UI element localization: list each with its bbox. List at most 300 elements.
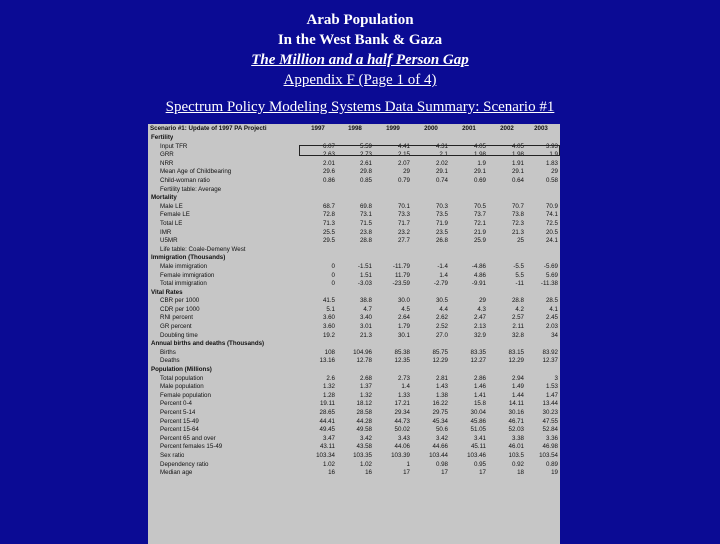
table-row — [148, 461, 560, 470]
row-label: Fertility table: Average — [160, 185, 222, 193]
table-cell: 1.4 — [439, 271, 448, 279]
table-cell: -2.79 — [433, 280, 448, 288]
table-cell: 2.62 — [435, 314, 448, 322]
table-cell: 104.96 — [353, 348, 372, 356]
table-cell: 18 — [517, 469, 524, 477]
table-cell: 29.8 — [359, 168, 372, 176]
row-label: U5MR — [160, 237, 178, 245]
table-cell: 44.73 — [394, 417, 410, 425]
table-cell: 73.1 — [359, 211, 372, 219]
table-cell: 21.3 — [359, 331, 372, 339]
row-label: Total LE — [160, 219, 183, 227]
table-cell: 5.5 — [515, 271, 524, 279]
row-label: Percent females 15-49 — [160, 443, 223, 451]
row-label: Total population — [160, 374, 204, 382]
table-cell: 44.28 — [356, 417, 372, 425]
table-cell: 30.23 — [542, 409, 558, 416]
table-cell: 1 — [406, 460, 410, 468]
table-cell: 1.9 — [549, 151, 558, 159]
table-cell: 21.9 — [473, 228, 486, 236]
table-cell: 2.52 — [435, 323, 448, 331]
table-cell: 28.58 — [356, 409, 372, 416]
table-cell: 1.37 — [359, 383, 372, 391]
table-cell: 2.13 — [473, 323, 486, 331]
table-cell: 12.78 — [356, 357, 372, 365]
section-row — [148, 134, 560, 143]
table-cell: 28.8 — [511, 297, 524, 305]
table-cell: 2.02 — [435, 159, 448, 167]
table-cell: 29.75 — [432, 409, 448, 416]
table-cell: 3.42 — [435, 434, 448, 442]
table-cell: -11.38 — [540, 280, 558, 288]
table-cell: 27.7 — [397, 237, 410, 245]
table-cell: 3.38 — [511, 434, 524, 442]
table-cell: 29.1 — [435, 168, 448, 176]
table-row — [148, 409, 560, 418]
table-cell: 46.71 — [508, 417, 524, 425]
table-cell: 3.42 — [359, 434, 372, 442]
row-label: Percent 0-4 — [160, 400, 192, 408]
table-cell: 70.3 — [435, 202, 448, 210]
table-cell: 0.86 — [322, 176, 335, 184]
row-label: RNI percent — [160, 314, 194, 322]
table-cell: 19.11 — [319, 400, 335, 408]
table-cell: 2.64 — [397, 314, 410, 322]
table-cell: 27.0 — [435, 331, 448, 339]
table-row — [148, 469, 560, 478]
table-cell: 3.47 — [322, 434, 335, 442]
subtitle: Spectrum Policy Modeling Systems Data Summary: Scenario #1 — [165, 99, 555, 115]
table-cell: -5.69 — [543, 262, 558, 270]
table-cell: 2.57 — [511, 314, 524, 322]
table-cell: 23.5 — [435, 228, 448, 236]
table-cell: 73.3 — [397, 211, 410, 219]
table-cell: 16 — [328, 469, 335, 477]
table-cell: 83.35 — [470, 348, 486, 356]
table-cell: 1.4 — [401, 383, 410, 391]
table-cell: 2.94 — [511, 374, 524, 382]
table-cell: 4.2 — [515, 305, 524, 313]
year-header: 2000 — [424, 125, 438, 132]
table-cell: 1.38 — [435, 391, 448, 399]
table-cell: 45.86 — [470, 417, 486, 425]
table-cell: 0.79 — [397, 176, 410, 184]
table-cell: 2.81 — [435, 374, 448, 382]
table-cell: 29.1 — [511, 168, 524, 176]
table-cell: 23.2 — [397, 228, 410, 236]
table-cell: 44.41 — [319, 417, 335, 425]
table-cell: 49.58 — [356, 426, 372, 434]
table-cell: 0 — [331, 262, 335, 270]
table-cell: 28.8 — [359, 237, 372, 245]
table-cell: 45.34 — [432, 417, 448, 425]
section-row — [148, 254, 560, 263]
row-label: GR percent — [160, 323, 192, 331]
table-cell: 103.46 — [467, 451, 486, 459]
table-cell: 3.43 — [397, 434, 410, 442]
table-cell: 1.41 — [473, 391, 486, 399]
table-cell: 17 — [479, 469, 486, 477]
table-cell: 4.86 — [473, 271, 486, 279]
table-cell: 30.16 — [508, 409, 524, 416]
table-row — [148, 392, 560, 401]
table-cell: 83.15 — [508, 348, 524, 356]
row-label: Life table: Coale-Demeny West — [160, 245, 246, 253]
table-cell: 3.40 — [359, 314, 372, 322]
note-row — [148, 246, 560, 255]
table-cell: 1.02 — [359, 460, 372, 468]
table-cell: 0.98 — [435, 460, 448, 468]
table-cell: 1.46 — [473, 383, 486, 391]
section-row — [148, 340, 560, 349]
table-cell: 1.91 — [511, 159, 524, 167]
table-cell: 47.55 — [542, 417, 558, 425]
row-label: Births — [160, 348, 176, 356]
row-label: Deaths — [160, 357, 180, 365]
title-line-4: Appendix F (Page 1 of 4) — [283, 72, 437, 88]
row-label: CBR per 1000 — [160, 297, 200, 305]
year-header: 2001 — [462, 125, 476, 132]
table-cell: 15.8 — [473, 400, 486, 408]
table-cell: 14.11 — [508, 400, 524, 408]
row-label: Dependency ratio — [160, 460, 209, 468]
table-row — [148, 357, 560, 366]
table-cell: 18.12 — [356, 400, 372, 408]
row-label: Sex ratio — [160, 451, 185, 459]
header-label: Scenario #1: Update of 1997 PA Projecti — [150, 125, 267, 132]
table-cell: 38.8 — [359, 297, 372, 305]
table-cell: 29.5 — [322, 237, 335, 245]
table-cell: 2.73 — [397, 374, 410, 382]
title-line-3: The Million and a half Person Gap — [251, 52, 469, 68]
table-row — [148, 349, 560, 358]
table-cell: 1.33 — [397, 391, 410, 399]
table-cell: 0.89 — [545, 460, 558, 468]
table-cell: 103.54 — [539, 451, 558, 459]
row-label: Mean Age of Childbearing — [160, 168, 232, 176]
table-cell: 0.69 — [473, 176, 486, 184]
table-cell: -11.79 — [392, 262, 410, 270]
table-cell: -5.5 — [513, 262, 524, 270]
table-cell: 0.85 — [359, 176, 372, 184]
row-label: Percent 65 and over — [160, 434, 216, 442]
year-header: 1997 — [311, 125, 325, 132]
table-cell: 12.29 — [508, 357, 524, 365]
table-cell: 1.51 — [359, 271, 372, 279]
table-cell: 29 — [403, 168, 410, 176]
table-cell: 12.29 — [432, 357, 448, 365]
table-row — [148, 211, 560, 220]
table-cell: 44.06 — [394, 443, 410, 451]
table-cell: 5.1 — [326, 305, 335, 313]
table-row — [148, 306, 560, 315]
table-cell: 44.66 — [432, 443, 448, 451]
table-cell: 1.98 — [511, 151, 524, 159]
table-cell: 29 — [479, 297, 486, 305]
table-cell: 51.05 — [470, 426, 486, 434]
table-row — [148, 151, 560, 160]
table-cell: 28.65 — [319, 409, 335, 416]
section-label: Mortality — [151, 194, 177, 202]
table-cell: 2.1 — [439, 151, 448, 159]
table-cell: 1.53 — [545, 383, 558, 391]
table-cell: 0 — [331, 271, 335, 279]
table-cell: 70.1 — [397, 202, 410, 210]
table-row — [148, 452, 560, 461]
table-cell: 45.11 — [470, 443, 486, 451]
row-label: Female population — [160, 391, 211, 399]
table-cell: 13.16 — [319, 357, 335, 365]
table-cell: 71.5 — [359, 219, 372, 227]
table-cell: 29 — [551, 168, 558, 176]
row-label: Percent 15-64 — [160, 426, 199, 434]
table-cell: 30.04 — [470, 409, 486, 416]
table-cell: 52.03 — [508, 426, 524, 434]
table-cell: 3.60 — [322, 323, 335, 331]
table-cell: 20.5 — [545, 228, 558, 236]
table-cell: 71.3 — [322, 219, 335, 227]
table-row — [148, 160, 560, 169]
row-label: Male population — [160, 383, 204, 391]
table-cell: 4.7 — [363, 305, 372, 313]
table-row — [148, 237, 560, 246]
table-cell: 71.9 — [435, 219, 448, 227]
table-cell: 85.75 — [432, 348, 448, 356]
table-cell: 72.5 — [545, 219, 558, 227]
table-cell: 17.21 — [394, 400, 410, 408]
table-cell: 30.5 — [435, 297, 448, 305]
table-cell: 103.5 — [508, 451, 524, 459]
table-row — [148, 143, 560, 152]
table-cell: 72.3 — [511, 219, 524, 227]
table-cell: 1.79 — [397, 323, 410, 331]
table-cell: 1.43 — [435, 383, 448, 391]
table-cell: 1.83 — [545, 159, 558, 167]
table-cell: 30.0 — [397, 297, 410, 305]
table-row — [148, 203, 560, 212]
table-cell: 70.7 — [511, 202, 524, 210]
table-cell: 3.36 — [545, 434, 558, 442]
section-label: Annual births and deaths (Thousands) — [151, 340, 265, 348]
table-cell: 34 — [551, 331, 558, 339]
table-cell: 3 — [554, 374, 558, 382]
table-cell: 30.1 — [397, 331, 410, 339]
table-row — [148, 177, 560, 186]
table-row — [148, 168, 560, 177]
table-cell: 3.60 — [322, 314, 335, 322]
table-cell: 1.44 — [511, 391, 524, 399]
row-label: Percent 5-14 — [160, 409, 196, 416]
table-row — [148, 418, 560, 427]
table-cell: 4.4 — [439, 305, 448, 313]
table-cell: 2.73 — [359, 151, 372, 159]
table-cell: 16 — [365, 469, 372, 477]
table-cell: 0.58 — [545, 176, 558, 184]
table-cell: 72.8 — [322, 211, 335, 219]
table-cell: 4.05 — [511, 142, 524, 150]
table-cell: 73.5 — [435, 211, 448, 219]
table-cell: 19 — [551, 469, 558, 477]
table-cell: -1.4 — [437, 262, 448, 270]
title-line-2: In the West Bank & Gaza — [277, 32, 443, 48]
row-label: Input TFR — [160, 142, 188, 150]
table-cell: 6.07 — [322, 142, 335, 150]
table-cell: 4.5 — [401, 305, 410, 313]
table-cell: 12.37 — [542, 357, 558, 365]
year-header: 1998 — [348, 125, 362, 132]
table-cell: -4.86 — [471, 262, 486, 270]
table-cell: 3.93 — [545, 142, 558, 150]
table-row — [148, 229, 560, 238]
table-cell: 25.9 — [473, 237, 486, 245]
table-cell: 25.5 — [322, 228, 335, 236]
table-cell: 12.27 — [470, 357, 486, 365]
table-cell: 17 — [403, 469, 410, 477]
row-label: GRR — [160, 151, 174, 159]
table-cell: 25 — [517, 237, 524, 245]
table-row — [148, 263, 560, 272]
table-row — [148, 383, 560, 392]
table-row — [148, 375, 560, 384]
table-cell: 2.01 — [322, 159, 335, 167]
table-cell: 103.44 — [429, 451, 448, 459]
table-cell: 43.11 — [319, 443, 335, 451]
table-cell: 29.1 — [473, 168, 486, 176]
table-cell: 1.02 — [322, 460, 335, 468]
table-row — [148, 280, 560, 289]
table-cell: 46.01 — [508, 443, 524, 451]
table-cell: 4.31 — [435, 142, 448, 150]
table-cell: 1.47 — [545, 391, 558, 399]
section-label: Population (Millions) — [151, 366, 212, 374]
row-label: Total immigration — [160, 280, 207, 288]
table-cell: 50.6 — [435, 426, 448, 434]
section-row — [148, 194, 560, 203]
table-cell: 103.39 — [391, 451, 410, 459]
table-cell: 2.6 — [326, 374, 335, 382]
row-label: CDR per 1000 — [160, 305, 200, 313]
table-cell: 23.8 — [359, 228, 372, 236]
table-cell: 46.98 — [542, 443, 558, 451]
table-row — [148, 443, 560, 452]
table-cell: 4.41 — [397, 142, 410, 150]
table-cell: 3.01 — [359, 323, 372, 331]
table-cell: 73.7 — [473, 211, 486, 219]
table-cell: 2.86 — [473, 374, 486, 382]
table-cell: 41.5 — [322, 297, 335, 305]
table-cell: 4.3 — [477, 305, 486, 313]
table-cell: 2.68 — [359, 374, 372, 382]
table-cell: 19.2 — [322, 331, 335, 339]
table-row — [148, 272, 560, 281]
table-cell: 49.45 — [319, 426, 335, 434]
table-cell: 52.84 — [542, 426, 558, 434]
table-row — [148, 314, 560, 323]
table-cell: 73.8 — [511, 211, 524, 219]
table-cell: 21.3 — [511, 228, 524, 236]
table-cell: 2.03 — [545, 323, 558, 331]
table-cell: 0 — [331, 280, 335, 288]
table-cell: 1.32 — [322, 383, 335, 391]
table-cell: 71.7 — [397, 219, 410, 227]
title-line-1: Arab Population — [306, 12, 414, 28]
table-cell: 3.41 — [473, 434, 486, 442]
table-cell: -1.51 — [357, 262, 372, 270]
row-label: NRR — [160, 159, 174, 167]
table-cell: 29.34 — [394, 409, 410, 416]
row-label: Male LE — [160, 202, 183, 210]
row-label: Doubling time — [160, 331, 198, 339]
table-cell: 0.74 — [435, 176, 448, 184]
row-label: Male immigration — [160, 262, 208, 270]
table-cell: 83.92 — [542, 348, 558, 356]
table-cell: 70.5 — [473, 202, 486, 210]
table-cell: 68.7 — [322, 202, 335, 210]
table-cell: 43.58 — [356, 443, 372, 451]
table-cell: 103.35 — [353, 451, 372, 459]
section-label: Vital Rates — [151, 288, 183, 296]
table-row — [148, 426, 560, 435]
row-label: IMR — [160, 228, 172, 236]
table-cell: 11.79 — [394, 271, 410, 279]
table-cell: 2.11 — [512, 323, 524, 331]
section-row — [148, 366, 560, 375]
table-cell: 26.8 — [435, 237, 448, 245]
table-cell: 70.9 — [545, 202, 558, 210]
year-header: 1999 — [386, 125, 400, 132]
row-label: Percent 15-49 — [160, 417, 199, 425]
table-cell: 5.69 — [545, 271, 558, 279]
table-cell: 12.35 — [394, 357, 410, 365]
table-row — [148, 400, 560, 409]
table-cell: 1.49 — [511, 383, 524, 391]
table-cell: 0.95 — [473, 460, 486, 468]
table-cell: 5.59 — [359, 142, 372, 150]
section-row — [148, 289, 560, 298]
row-label: Median age — [160, 469, 193, 477]
table-cell: 2.63 — [322, 151, 335, 159]
table-cell: 24.1 — [545, 237, 558, 245]
row-label: Child-woman ratio — [160, 176, 210, 184]
section-label: Immigration (Thousands) — [151, 254, 226, 262]
table-cell: 28.5 — [545, 297, 558, 305]
table-cell: -9.91 — [471, 280, 486, 288]
table-cell: 17 — [441, 469, 448, 477]
table-cell: 2.15 — [397, 151, 410, 159]
table-cell: 50.02 — [394, 426, 410, 434]
table-body — [148, 134, 560, 478]
table-cell: 2.47 — [473, 314, 486, 322]
table-cell: -23.59 — [392, 280, 410, 288]
table-cell: 2.61 — [359, 159, 372, 167]
year-header: 2003 — [534, 125, 548, 132]
table-row — [148, 332, 560, 341]
table-cell: 74.1 — [545, 211, 558, 219]
table-row — [148, 297, 560, 306]
table-cell: 103.34 — [316, 451, 335, 459]
data-summary-table — [148, 124, 560, 544]
year-header: 2002 — [500, 125, 514, 132]
row-label: Female immigration — [160, 271, 215, 279]
table-cell: 72.1 — [473, 219, 486, 227]
table-cell: 2.45 — [545, 314, 558, 322]
table-cell: 29.6 — [322, 168, 335, 176]
row-label: Female LE — [160, 211, 190, 219]
table-cell: 2.07 — [397, 159, 410, 167]
table-cell: 4.1 — [549, 305, 558, 313]
table-row — [148, 435, 560, 444]
table-cell: -3.03 — [357, 280, 372, 288]
